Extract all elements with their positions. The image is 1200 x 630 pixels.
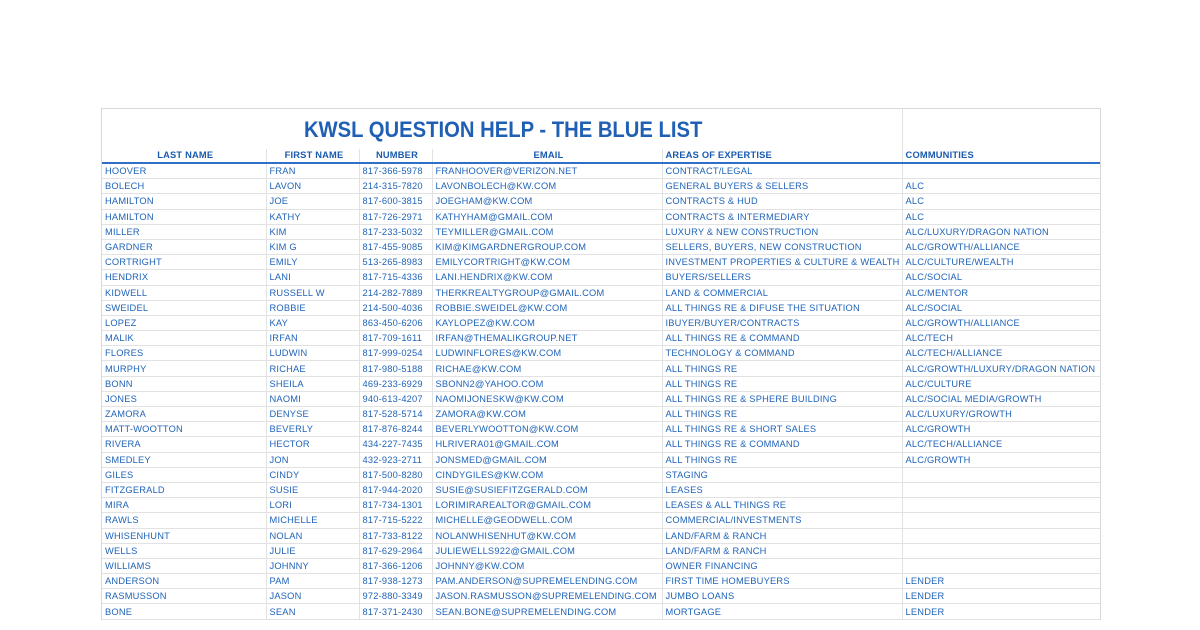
cell-areas-of-expertise[interactable]: MORTGAGE (662, 604, 902, 619)
cell-number[interactable]: 817-715-4336 (359, 270, 432, 285)
cell-areas-of-expertise[interactable]: ALL THINGS RE (662, 407, 902, 422)
cell-first-name[interactable]: MICHELLE (266, 513, 359, 528)
cell-email[interactable]: LANI.HENDRIX@KW.COM (432, 270, 662, 285)
cell-email[interactable]: JULIEWELLS922@GMAIL.COM (432, 543, 662, 558)
cell-areas-of-expertise[interactable]: CONTRACT/LEGAL (662, 163, 902, 179)
cell-areas-of-expertise[interactable]: GENERAL BUYERS & SELLERS (662, 179, 902, 194)
cell-communities[interactable]: ALC/SOCIAL (902, 300, 1100, 315)
cell-first-name[interactable]: FRAN (266, 163, 359, 179)
cell-number[interactable]: 469-233-6929 (359, 376, 432, 391)
cell-number[interactable]: 513-265-8983 (359, 255, 432, 270)
cell-areas-of-expertise[interactable]: ALL THINGS RE (662, 361, 902, 376)
cell-areas-of-expertise[interactable]: COMMERCIAL/INVESTMENTS (662, 513, 902, 528)
cell-communities[interactable]: LENDER (902, 589, 1100, 604)
cell-communities[interactable]: ALC/SOCIAL MEDIA/GROWTH (902, 391, 1100, 406)
cell-communities[interactable]: ALC/MENTOR (902, 285, 1100, 300)
cell-last-name[interactable]: CORTRIGHT (102, 255, 266, 270)
cell-last-name[interactable]: BONN (102, 376, 266, 391)
cell-areas-of-expertise[interactable]: BUYERS/SELLERS (662, 270, 902, 285)
cell-email[interactable]: LORIMIRAREALTOR@GMAIL.COM (432, 498, 662, 513)
table-row (102, 331, 1100, 346)
cell-email[interactable]: NAOMIJONESKW@KW.COM (432, 391, 662, 406)
cell-areas-of-expertise[interactable]: INVESTMENT PROPERTIES & CULTURE & WEALTH (662, 255, 902, 270)
cell-last-name[interactable]: ZAMORA (102, 407, 266, 422)
cell-number[interactable]: 817-733-8122 (359, 528, 432, 543)
cell-email[interactable]: KATHYHAM@GMAIL.COM (432, 209, 662, 224)
table-row (102, 528, 1100, 543)
cell-email[interactable]: LUDWINFLORES@KW.COM (432, 346, 662, 361)
cell-first-name[interactable]: JOHNNY (266, 558, 359, 573)
table-row (102, 224, 1100, 239)
table-row (102, 407, 1100, 422)
cell-first-name[interactable]: HECTOR (266, 437, 359, 452)
table-row (102, 315, 1100, 330)
cell-number[interactable]: 817-999-0254 (359, 346, 432, 361)
cell-communities[interactable]: ALC/GROWTH/ALLIANCE (902, 315, 1100, 330)
cell-communities[interactable]: ALC/GROWTH (902, 452, 1100, 467)
table-row (102, 255, 1100, 270)
cell-number[interactable]: 817-876-8244 (359, 422, 432, 437)
cell-last-name[interactable]: MURPHY (102, 361, 266, 376)
cell-email[interactable]: RICHAE@KW.COM (432, 361, 662, 376)
cell-last-name[interactable]: MATT-WOOTTON (102, 422, 266, 437)
table-row (102, 513, 1100, 528)
header-email: EMAIL (432, 149, 662, 163)
cell-email[interactable]: THERKREALTYGROUP@GMAIL.COM (432, 285, 662, 300)
cell-last-name[interactable]: HAMILTON (102, 194, 266, 209)
cell-areas-of-expertise[interactable]: TECHNOLOGY & COMMAND (662, 346, 902, 361)
cell-first-name[interactable]: ROBBIE (266, 300, 359, 315)
cell-email[interactable]: SEAN.BONE@SUPREMELENDING.COM (432, 604, 662, 619)
cell-first-name[interactable]: JOE (266, 194, 359, 209)
cell-communities[interactable] (902, 543, 1100, 558)
cell-last-name[interactable]: RASMUSSON (102, 589, 266, 604)
cell-number[interactable]: 817-629-2964 (359, 543, 432, 558)
cell-first-name[interactable]: RUSSELL W (266, 285, 359, 300)
cell-communities[interactable] (902, 163, 1100, 179)
cell-email[interactable]: KIM@KIMGARDNERGROUP.COM (432, 239, 662, 254)
cell-email[interactable]: KAYLOPEZ@KW.COM (432, 315, 662, 330)
cell-last-name[interactable]: HAMILTON (102, 209, 266, 224)
cell-first-name[interactable]: KATHY (266, 209, 359, 224)
cell-number[interactable]: 940-613-4207 (359, 391, 432, 406)
cell-communities[interactable]: ALC/CULTURE (902, 376, 1100, 391)
cell-last-name[interactable]: KIDWELL (102, 285, 266, 300)
cell-number[interactable]: 214-500-4036 (359, 300, 432, 315)
cell-communities[interactable]: ALC/GROWTH (902, 422, 1100, 437)
cell-last-name[interactable]: WELLS (102, 543, 266, 558)
header-number: NUMBER (359, 149, 432, 163)
table-row (102, 285, 1100, 300)
cell-areas-of-expertise[interactable]: SELLERS, BUYERS, NEW CONSTRUCTION (662, 239, 902, 254)
cell-last-name[interactable]: BONE (102, 604, 266, 619)
cell-areas-of-expertise[interactable]: ALL THINGS RE & DIFUSE THE SITUATION (662, 300, 902, 315)
cell-areas-of-expertise[interactable]: FIRST TIME HOMEBUYERS (662, 574, 902, 589)
cell-areas-of-expertise[interactable]: ALL THINGS RE & COMMAND (662, 331, 902, 346)
table-row (102, 452, 1100, 467)
cell-communities[interactable]: ALC/TECH/ALLIANCE (902, 437, 1100, 452)
header-areas-of-expertise: AREAS OF EXPERTISE (662, 149, 902, 163)
cell-last-name[interactable]: SMEDLEY (102, 452, 266, 467)
cell-number[interactable]: 863-450-6206 (359, 315, 432, 330)
cell-number[interactable]: 432-923-2711 (359, 452, 432, 467)
cell-areas-of-expertise[interactable]: IBUYER/BUYER/CONTRACTS (662, 315, 902, 330)
cell-communities[interactable] (902, 528, 1100, 543)
cell-communities[interactable]: ALC (902, 194, 1100, 209)
cell-email[interactable]: TEYMILLER@GMAIL.COM (432, 224, 662, 239)
table-row (102, 163, 1100, 179)
sheet-title: KWSL QUESTION HELP - THE BLUE LIST (134, 109, 870, 149)
cell-communities[interactable]: ALC/SOCIAL (902, 270, 1100, 285)
cell-last-name[interactable]: RAWLS (102, 513, 266, 528)
cell-first-name[interactable]: NOLAN (266, 528, 359, 543)
cell-areas-of-expertise[interactable]: OWNER FINANCING (662, 558, 902, 573)
cell-email[interactable]: JOEGHAM@KW.COM (432, 194, 662, 209)
cell-first-name[interactable]: DENYSE (266, 407, 359, 422)
cell-areas-of-expertise[interactable]: LEASES & ALL THINGS RE (662, 498, 902, 513)
table-row (102, 558, 1100, 573)
title-row (102, 109, 1100, 149)
cell-last-name[interactable]: MIRA (102, 498, 266, 513)
table-row (102, 574, 1100, 589)
cell-email[interactable]: IRFAN@THEMALIKGROUP.NET (432, 331, 662, 346)
cell-number[interactable]: 817-726-2971 (359, 209, 432, 224)
cell-last-name[interactable]: JONES (102, 391, 266, 406)
spreadsheet (101, 108, 1101, 620)
cell-areas-of-expertise[interactable]: LAND/FARM & RANCH (662, 528, 902, 543)
cell-areas-of-expertise[interactable]: LEASES (662, 482, 902, 497)
table-row (102, 482, 1100, 497)
cell-first-name[interactable]: RICHAE (266, 361, 359, 376)
cell-areas-of-expertise[interactable]: JUMBO LOANS (662, 589, 902, 604)
cell-first-name[interactable]: KIM G (266, 239, 359, 254)
cell-first-name[interactable]: JON (266, 452, 359, 467)
cell-last-name[interactable]: GILES (102, 467, 266, 482)
table-row (102, 179, 1100, 194)
cell-communities[interactable] (902, 467, 1100, 482)
cell-last-name[interactable]: MALIK (102, 331, 266, 346)
column-header-row (102, 149, 1100, 163)
cell-areas-of-expertise[interactable]: LAND & COMMERCIAL (662, 285, 902, 300)
cell-email[interactable]: MICHELLE@GEODWELL.COM (432, 513, 662, 528)
cell-first-name[interactable]: PAM (266, 574, 359, 589)
cell-communities[interactable]: ALC/GROWTH/LUXURY/DRAGON NATION (902, 361, 1100, 376)
cell-email[interactable]: SUSIE@SUSIEFITZGERALD.COM (432, 482, 662, 497)
cell-number[interactable]: 817-366-5978 (359, 163, 432, 179)
table-row (102, 361, 1100, 376)
cell-first-name[interactable]: NAOMI (266, 391, 359, 406)
cell-last-name[interactable]: LOPEZ (102, 315, 266, 330)
cell-last-name[interactable]: FITZGERALD (102, 482, 266, 497)
cell-first-name[interactable]: EMILY (266, 255, 359, 270)
cell-last-name[interactable]: FLORES (102, 346, 266, 361)
cell-first-name[interactable]: LANI (266, 270, 359, 285)
cell-number[interactable]: 817-715-5222 (359, 513, 432, 528)
header-first-name: FIRST NAME (266, 149, 359, 163)
cell-number[interactable]: 817-366-1206 (359, 558, 432, 573)
cell-number[interactable]: 434-227-7435 (359, 437, 432, 452)
cell-first-name[interactable]: KAY (266, 315, 359, 330)
cell-first-name[interactable]: BEVERLY (266, 422, 359, 437)
cell-areas-of-expertise[interactable]: CONTRACTS & INTERMEDIARY (662, 209, 902, 224)
cell-number[interactable]: 817-709-1611 (359, 331, 432, 346)
cell-number[interactable]: 817-600-3815 (359, 194, 432, 209)
cell-communities[interactable]: LENDER (902, 574, 1100, 589)
cell-first-name[interactable]: KIM (266, 224, 359, 239)
table-row (102, 346, 1100, 361)
cell-last-name[interactable]: GARDNER (102, 239, 266, 254)
table-row (102, 437, 1100, 452)
cell-email[interactable]: ROBBIE.SWEIDEL@KW.COM (432, 300, 662, 315)
table-row (102, 498, 1100, 513)
table-row (102, 209, 1100, 224)
header-last-name: LAST NAME (102, 149, 266, 163)
cell-number[interactable]: 817-500-8280 (359, 467, 432, 482)
cell-communities[interactable]: ALC/TECH/ALLIANCE (902, 346, 1100, 361)
cell-last-name[interactable]: HOOVER (102, 163, 266, 179)
cell-number[interactable]: 817-734-1301 (359, 498, 432, 513)
cell-last-name[interactable]: MILLER (102, 224, 266, 239)
cell-areas-of-expertise[interactable]: ALL THINGS RE & SHORT SALES (662, 422, 902, 437)
cell-areas-of-expertise[interactable]: ALL THINGS RE (662, 376, 902, 391)
cell-last-name[interactable]: SWEIDEL (102, 300, 266, 315)
cell-first-name[interactable]: SHEILA (266, 376, 359, 391)
cell-areas-of-expertise[interactable]: ALL THINGS RE & COMMAND (662, 437, 902, 452)
cell-number[interactable]: 817-944-2020 (359, 482, 432, 497)
cell-areas-of-expertise[interactable]: ALL THINGS RE & SPHERE BUILDING (662, 391, 902, 406)
blue-list-table (102, 109, 1100, 620)
cell-communities[interactable]: ALC/TECH (902, 331, 1100, 346)
table-body (102, 163, 1100, 619)
cell-communities[interactable]: LENDER (902, 604, 1100, 619)
cell-communities[interactable]: ALC (902, 209, 1100, 224)
cell-first-name[interactable]: LORI (266, 498, 359, 513)
cell-last-name[interactable]: HENDRIX (102, 270, 266, 285)
table-row (102, 391, 1100, 406)
cell-areas-of-expertise[interactable]: LAND/FARM & RANCH (662, 543, 902, 558)
cell-communities[interactable] (902, 498, 1100, 513)
cell-first-name[interactable]: SEAN (266, 604, 359, 619)
cell-email[interactable]: SBONN2@YAHOO.COM (432, 376, 662, 391)
cell-first-name[interactable]: CINDY (266, 467, 359, 482)
header-communities: COMMUNITIES (902, 149, 1100, 163)
cell-last-name[interactable]: ANDERSON (102, 574, 266, 589)
table-row (102, 270, 1100, 285)
cell-number[interactable]: 817-528-5714 (359, 407, 432, 422)
cell-email[interactable]: BEVERLYWOOTTON@KW.COM (432, 422, 662, 437)
cell-email[interactable]: JASON.RASMUSSON@SUPREMELENDING.COM (432, 589, 662, 604)
cell-number[interactable]: 817-455-9085 (359, 239, 432, 254)
cell-email[interactable]: PAM.ANDERSON@SUPREMELENDING.COM (432, 574, 662, 589)
cell-communities[interactable]: ALC/LUXURY/DRAGON NATION (902, 224, 1100, 239)
cell-communities[interactable] (902, 558, 1100, 573)
cell-email[interactable]: JOHNNY@KW.COM (432, 558, 662, 573)
cell-areas-of-expertise[interactable]: CONTRACTS & HUD (662, 194, 902, 209)
cell-email[interactable]: HLRIVERA01@GMAIL.COM (432, 437, 662, 452)
cell-last-name[interactable]: WHISENHUNT (102, 528, 266, 543)
cell-number[interactable]: 214-282-7889 (359, 285, 432, 300)
cell-first-name[interactable]: IRFAN (266, 331, 359, 346)
cell-areas-of-expertise[interactable]: STAGING (662, 467, 902, 482)
table-row (102, 467, 1100, 482)
cell-email[interactable]: EMILYCORTRIGHT@KW.COM (432, 255, 662, 270)
cell-first-name[interactable]: LUDWIN (266, 346, 359, 361)
table-row (102, 239, 1100, 254)
title-row-empty-cell (902, 109, 1100, 149)
cell-first-name[interactable]: LAVON (266, 179, 359, 194)
table-row (102, 376, 1100, 391)
cell-email[interactable]: LAVONBOLECH@KW.COM (432, 179, 662, 194)
cell-number[interactable]: 817-980-5188 (359, 361, 432, 376)
table-row (102, 589, 1100, 604)
cell-email[interactable]: JONSMED@GMAIL.COM (432, 452, 662, 467)
cell-communities[interactable] (902, 513, 1100, 528)
cell-number[interactable]: 972-880-3349 (359, 589, 432, 604)
table-row (102, 422, 1100, 437)
cell-areas-of-expertise[interactable]: ALL THINGS RE (662, 452, 902, 467)
cell-communities[interactable]: ALC/CULTURE/WEALTH (902, 255, 1100, 270)
cell-email[interactable]: FRANHOOVER@VERIZON.NET (432, 163, 662, 179)
cell-areas-of-expertise[interactable]: LUXURY & NEW CONSTRUCTION (662, 224, 902, 239)
cell-number[interactable]: 214-315-7820 (359, 179, 432, 194)
table-row (102, 604, 1100, 619)
cell-last-name[interactable]: BOLECH (102, 179, 266, 194)
cell-number[interactable]: 817-233-5032 (359, 224, 432, 239)
cell-communities[interactable]: ALC (902, 179, 1100, 194)
cell-first-name[interactable]: SUSIE (266, 482, 359, 497)
cell-last-name[interactable]: WILLIAMS (102, 558, 266, 573)
cell-communities[interactable]: ALC/GROWTH/ALLIANCE (902, 239, 1100, 254)
cell-email[interactable]: CINDYGILES@KW.COM (432, 467, 662, 482)
cell-number[interactable]: 817-938-1273 (359, 574, 432, 589)
cell-communities[interactable]: ALC/LUXURY/GROWTH (902, 407, 1100, 422)
cell-number[interactable]: 817-371-2430 (359, 604, 432, 619)
cell-communities[interactable] (902, 482, 1100, 497)
table-row (102, 194, 1100, 209)
table-row (102, 300, 1100, 315)
cell-last-name[interactable]: RIVERA (102, 437, 266, 452)
cell-first-name[interactable]: JULIE (266, 543, 359, 558)
cell-email[interactable]: ZAMORA@KW.COM (432, 407, 662, 422)
table-row (102, 543, 1100, 558)
cell-email[interactable]: NOLANWHISENHUT@KW.COM (432, 528, 662, 543)
cell-first-name[interactable]: JASON (266, 589, 359, 604)
